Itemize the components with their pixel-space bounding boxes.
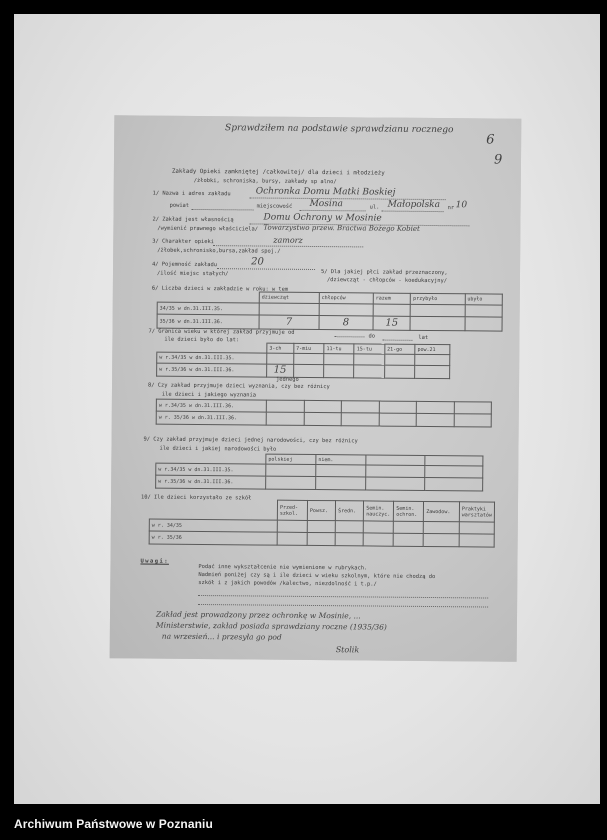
q6-label: 6/ Liczba dzieci w zakładzie w roku: w tem xyxy=(151,285,289,293)
handwritten-signature: Stolik xyxy=(335,645,360,655)
q10-header: Przed-szkol. xyxy=(277,500,307,520)
q1-powiat-label: powiat xyxy=(169,202,190,209)
handwritten-note-line-1: Zakład jest prowadzony przez ochronkę w Mosinie, ... xyxy=(155,609,361,621)
q1-ul-label: ul. xyxy=(369,204,380,211)
q6-cell xyxy=(411,304,465,316)
q8-row-label: w r.34/35 w dn.31.III.36. xyxy=(156,399,266,412)
q9-header: polskiej xyxy=(266,454,316,464)
q10-table xyxy=(149,499,495,548)
q7-cell xyxy=(324,354,354,365)
q7-do: do xyxy=(368,333,375,340)
q7-line-from xyxy=(334,336,364,337)
uwagi-label: Uwagi: xyxy=(140,558,169,565)
q7-cell xyxy=(294,353,324,364)
q2-note: /wymienić prawnego właściciela/ xyxy=(157,225,259,233)
q2-value-2: Towarzystwo przew. Bractwa Bożego Kobiet xyxy=(263,223,420,233)
form-subtitle: /żłobki, schroniska, bursy, zakłady sp alno/ xyxy=(193,177,337,186)
q7-lat: lat xyxy=(418,334,429,341)
q6-header: chłopców xyxy=(319,293,373,304)
q6-cell xyxy=(373,304,410,316)
q7-header: 21-go xyxy=(385,344,415,354)
q7-header: 11-tu xyxy=(324,344,354,354)
q8-sub: ile dzieci i jakiego wyznania xyxy=(161,391,257,399)
form-title: Zakłady Opieki zamkniętej /całkowitej/ dla dzieci i młodzieży xyxy=(171,168,385,177)
q6-cell xyxy=(465,317,503,331)
q7-cell xyxy=(354,365,384,378)
q7-table xyxy=(156,342,450,380)
q7-label: 7/ Granica wieku w której zakład przyjmuje od xyxy=(148,328,295,336)
q9-sub: ile dzieci i jakiej narodowości było xyxy=(159,445,277,453)
q4-note: /ilość miejsc stałych/ xyxy=(156,270,229,278)
q7-cell xyxy=(384,365,414,378)
q9-label: 9/ Czy zakład przyjmuje dzieci jednej narodowości, czy bez różnicy xyxy=(143,436,358,445)
q7-cell xyxy=(415,354,450,365)
q7-cell: 15 xyxy=(267,364,294,377)
q1-label: 1/ Nazwa i adres zakładu xyxy=(152,190,231,198)
q8-table xyxy=(156,399,492,428)
q6-cell xyxy=(319,304,373,316)
q6-cell xyxy=(465,305,503,317)
q1-ul-line xyxy=(382,211,444,213)
q7-cell xyxy=(293,364,323,377)
q9-row-label: w r.35/36 w dn.31.III.36. xyxy=(156,475,266,489)
q7-line-to xyxy=(382,340,412,341)
q5-note: /dziewcząt - chłopców - koedukacyjny/ xyxy=(326,277,448,285)
q3-label: 3/ Charakter opieki xyxy=(152,238,214,246)
q3-note: /żłobek,schronisko,bursa,zakład spoj./ xyxy=(157,247,281,255)
q10-row-label: w r. 35/36 xyxy=(149,531,277,545)
q6-cell xyxy=(410,316,464,330)
q6-header: przybyło xyxy=(411,293,465,304)
q7-header: 7-miu xyxy=(294,343,324,353)
q7-sub: ile dzieci było do lat: xyxy=(164,336,240,344)
handwritten-note-line-3: na wrzesień... i przesyła go pod xyxy=(161,631,282,642)
q1-miejscowosc-line xyxy=(300,210,366,212)
q1-nr-value: 10 xyxy=(455,200,468,211)
q7-cell xyxy=(384,354,414,365)
q4-value: 20 xyxy=(251,256,264,268)
q7-cell xyxy=(324,365,354,378)
q1-nr-label: nr xyxy=(447,205,455,212)
q5-label: 5/ Dla jakiej płci zakład przeznaczony, xyxy=(320,269,448,277)
q7-row-label: w r.35/36 w dn.31.III.36. xyxy=(157,363,267,377)
q1-value: Ochronka Domu Matki Boskiej xyxy=(255,186,396,198)
handwritten-heading: Sprawdziłem na podstawie sprawdzianu rocznego xyxy=(225,123,454,136)
q6-table xyxy=(157,291,503,332)
uwagi-line xyxy=(198,604,488,608)
q6-header: razem xyxy=(373,293,410,304)
q6-cell xyxy=(259,303,319,316)
q6-header: dziewcząt xyxy=(259,292,319,304)
q9-header: niem. xyxy=(316,455,366,465)
q10-header: Praktyki warsztatów xyxy=(459,502,494,522)
q6-cell: 7 xyxy=(259,315,319,330)
uwagi-text-1: Podać inne wykształcenie nie wymienione w rubrykach. xyxy=(198,563,368,572)
q6-cell: 15 xyxy=(373,316,410,330)
q7-cell xyxy=(415,365,450,378)
q3-value: zamorz xyxy=(273,235,303,245)
q10-header: Średn. xyxy=(336,501,364,521)
q9-table xyxy=(155,453,483,492)
q6-row-label: 35/36 w dn.31.III.36. xyxy=(157,314,259,329)
q8-label: 8/ Czy zakład przyjmuje dzieci wyznania, czy bez różnicy xyxy=(147,382,330,391)
q1-miejscowosc-value: Mosina xyxy=(309,198,343,210)
q7-row-label: w r.34/35 w dn.31.III.35. xyxy=(157,352,267,364)
page-number-second: 9 xyxy=(493,152,503,168)
q8-row-label: w r. 35/36 w dn.31.III.36. xyxy=(156,411,266,425)
q6-header: ubyło xyxy=(465,294,503,305)
q10-header: Zawodow. xyxy=(424,501,460,521)
q7-header: pow.21 xyxy=(415,344,450,354)
q10-header: Semin. nauczyc. xyxy=(364,501,394,521)
q8-jednego: jednego xyxy=(276,376,299,383)
q2-label: 2/ Zakład jest własnością xyxy=(152,216,234,224)
q4-label: 4/ Pojemność zakładu xyxy=(152,261,218,269)
uwagi-text-2: Nadmień poniżej czy są i ile dzieci w wieku szkolnym, które nie chodzą do xyxy=(198,571,436,581)
q7-header: 3-ch xyxy=(267,343,294,353)
q7-header: 15-tu xyxy=(354,344,384,354)
q9-row-label: w r.34/35 w dn.31.III.35. xyxy=(156,463,266,476)
archive-caption: Archiwum Państwowe w Poznaniu xyxy=(14,817,213,831)
q2-value: Domu Ochrony w Mosinie xyxy=(263,212,382,224)
q7-cell xyxy=(354,354,384,365)
q3-line xyxy=(213,245,363,247)
q4-line xyxy=(217,268,315,270)
q10-header: Semin. ochron. xyxy=(394,501,424,521)
document-page xyxy=(110,115,522,662)
q1-powiat-line xyxy=(192,209,254,211)
handwritten-note-line-2: Ministerstwie, zakład posiada sprawdziany roczne (1935/36) xyxy=(155,620,387,632)
q6-cell: 8 xyxy=(319,316,373,330)
q10-label: 10/ Ile dzieci korzystało ze szkół xyxy=(141,494,252,502)
uwagi-line xyxy=(198,595,488,599)
q10-header: Powsz. xyxy=(307,500,335,520)
uwagi-text-3: szkół i z jakich powodów /kalectwo, niezdolność i t.p./ xyxy=(198,579,377,588)
q1-miejscowosc-label: miejscowość xyxy=(256,203,293,210)
q10-row-label: w r. 34/35 xyxy=(149,519,277,532)
q1-ul-value: Małopolska xyxy=(387,199,441,211)
q7-cell xyxy=(267,353,294,364)
page-number-top: 6 xyxy=(486,132,495,148)
q6-row-label: 34/35 w dn.31.III.35. xyxy=(157,302,259,315)
